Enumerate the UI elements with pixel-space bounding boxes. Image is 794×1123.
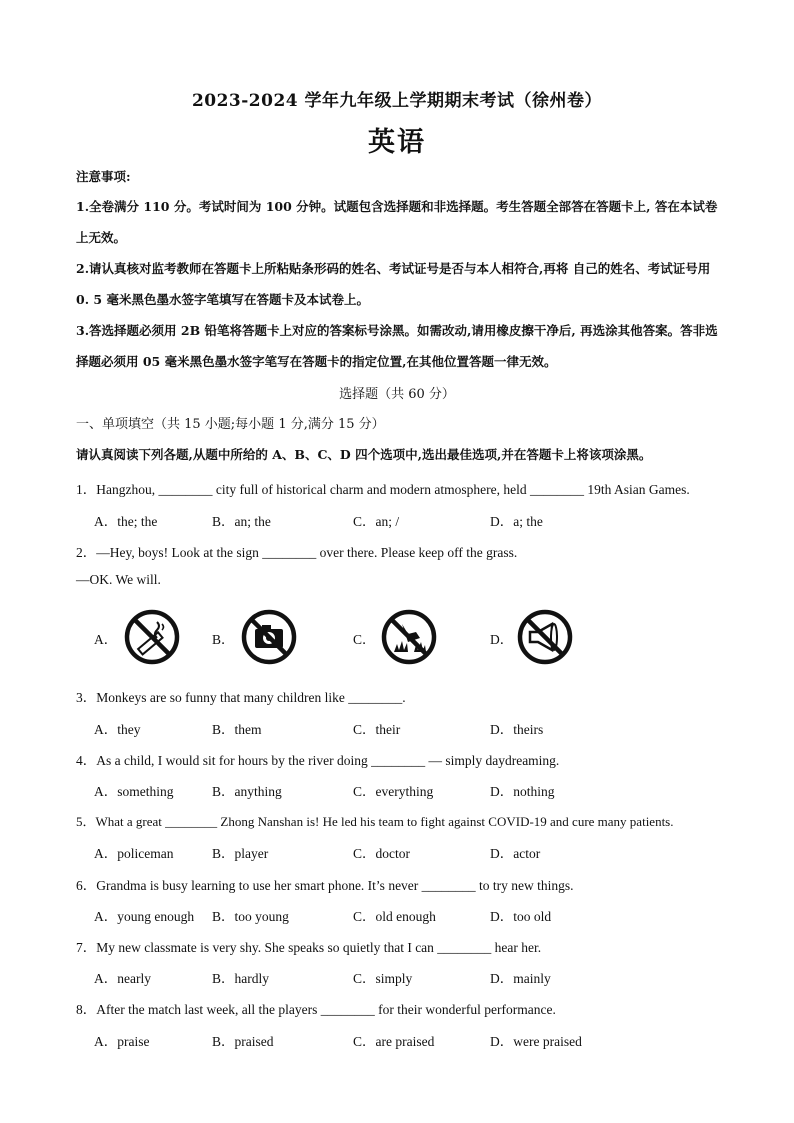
question-3-option-b: B．them	[212, 722, 262, 737]
subject-title: 英语	[368, 127, 426, 158]
question-1-option-a: A．the; the	[94, 514, 158, 529]
question-5-option-d: D．actor	[490, 846, 541, 861]
question-2-option-c: C．	[353, 632, 376, 647]
question-4-stem: 4．As a child, I would sit for hours by the river doing ________ — simply daydreaming.	[76, 753, 560, 768]
question-8-stem: 8．After the match last week, all the players ________ for their wonderful performance.	[76, 1002, 556, 1017]
question-6-option-a: A．young enough	[94, 909, 195, 924]
notice-item: 1.全卷满分 110 分。考试时间为 100 分钟。试题包含选择题和非选择题。考生答题全部答在答题卡上, 答在本试卷上无效。	[76, 199, 718, 245]
notice-item: 2.请认真核对监考教师在答题卡上所粘贴条形码的姓名、考试证号是否与本人相符合,再将 自己的姓名、考试证号用 0. 5 毫米黑色墨水签字笔填写在答题卡及本试卷上。	[76, 261, 711, 307]
no-honking-sign-icon	[516, 608, 574, 666]
question-2-option-b: B．	[212, 632, 235, 647]
question-2-stem: 2．—Hey, boys! Look at the sign ________ over there. Please keep off the grass.	[76, 545, 518, 560]
part-instruction: 请认真阅读下列各题,从题中所给的 A、B、C、D 四个选项中,选出最佳选项,并在答题卡上将该项涂黑。	[76, 447, 652, 462]
question-3-option-a: A．they	[94, 722, 141, 737]
question-7-option-d: D．mainly	[490, 971, 551, 986]
question-5-option-a: A．policeman	[94, 846, 174, 861]
question-6-stem: 6．Grandma is busy learning to use her smart phone. It’s never ________ to try new things.	[76, 878, 574, 893]
question-5-stem: 5．What a great ________ Zhong Nanshan is! He led his team to fight against COVID-19 and cure many patients.	[76, 814, 674, 829]
section-title: 选择题（共 60 分）	[339, 387, 455, 402]
notice-item: 3.答选择题必须用 2B 铅笔将答题卡上对应的答案标号涂黑。如需改动,请用橡皮擦干净后, 再选涂其他答案。答非选择题必须用 05 毫米黑色墨水签字笔写在答题卡的指定位置,在其他位置答题一律无效。	[76, 323, 718, 369]
notice-heading: 注意事项:	[76, 169, 131, 184]
exam-title: 2023-2024 学年九年级上学期期末考试（徐州卷）	[191, 91, 603, 111]
question-5-option-c: C．doctor	[353, 846, 410, 861]
question-7-option-a: A．nearly	[94, 971, 151, 986]
question-1-stem: 1．Hangzhou, ________ city full of historical charm and modern atmosphere, held ________ 19th Asian Games.	[76, 482, 690, 497]
no-smoking-sign-icon	[123, 608, 181, 666]
question-8-option-d: D．were praised	[490, 1034, 582, 1049]
question-8-option-a: A．praise	[94, 1034, 150, 1049]
question-1-option-d: D．a; the	[490, 514, 543, 529]
part-title: 一、单项填空（共 15 小题;每小题 1 分,满分 15 分）	[76, 417, 385, 432]
question-3-option-d: D．theirs	[490, 722, 544, 737]
question-7-option-b: B．hardly	[212, 971, 269, 986]
question-5-option-b: B．player	[212, 846, 269, 861]
question-4-option-d: D．nothing	[490, 784, 555, 799]
question-8-option-b: B．praised	[212, 1034, 274, 1049]
no-camera-sign-icon	[240, 608, 298, 666]
question-4-option-a: A．something	[94, 784, 174, 799]
question-3-stem: 3．Monkeys are so funny that many children like ________.	[76, 690, 406, 705]
question-1-option-b: B．an; the	[212, 514, 271, 529]
question-7-stem: 7．My new classmate is very shy. She speaks so quietly that I can ________ hear her.	[76, 940, 542, 955]
question-7-option-c: C．simply	[353, 971, 413, 986]
question-4-option-b: B．anything	[212, 784, 282, 799]
question-2-reply: —OK. We will.	[76, 572, 161, 587]
question-6-option-b: B．too young	[212, 909, 289, 924]
no-trampling-grass-sign-icon	[380, 608, 438, 666]
question-6-option-d: D．too old	[490, 909, 552, 924]
question-3-option-c: C．their	[353, 722, 401, 737]
question-6-option-c: C．old enough	[353, 909, 436, 924]
question-2-option-a: A．	[94, 632, 118, 647]
question-4-option-c: C．everything	[353, 784, 434, 799]
question-2-option-d: D．	[490, 632, 514, 647]
question-1-option-c: C．an; /	[353, 514, 400, 529]
question-8-option-c: C．are praised	[353, 1034, 435, 1049]
